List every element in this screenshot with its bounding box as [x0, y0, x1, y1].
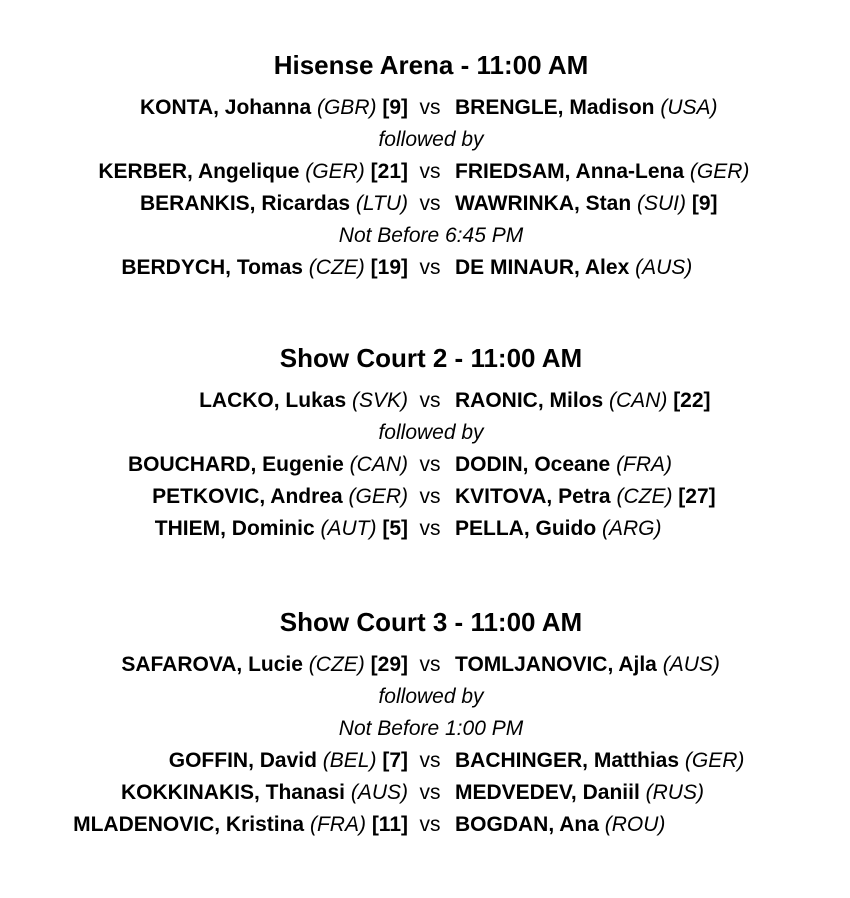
player-two-country: (CZE) [616, 485, 673, 508]
player-two-seed: [9] [691, 192, 718, 215]
player-two-country: (ROU) [604, 813, 666, 836]
player-two [455, 777, 704, 809]
player-one [128, 449, 408, 481]
match-row [0, 513, 850, 545]
player-one [98, 156, 408, 188]
player-two-name: PELLA, Guido [455, 517, 597, 540]
player-one [140, 188, 408, 220]
player-one-country: (GER) [348, 485, 408, 508]
player-one-name: GOFFIN, David [168, 749, 317, 772]
player-one [121, 649, 408, 681]
player-two [455, 156, 749, 188]
schedule-note: followed by [378, 128, 484, 151]
player-two-country: (SUI) [637, 192, 687, 215]
match-row [0, 449, 850, 481]
player-one-seed: [5] [382, 517, 408, 540]
vs-label: vs [419, 453, 441, 476]
player-two [455, 385, 711, 417]
player-two-name: BOGDAN, Ana [455, 813, 599, 836]
match-row [0, 156, 850, 188]
match-row [0, 385, 850, 417]
vs-label: vs [419, 813, 441, 836]
player-one-name: SAFAROVA, Lucie [121, 653, 303, 676]
vs-label: vs [419, 517, 441, 540]
player-one [121, 777, 408, 809]
match-row [0, 649, 850, 681]
player-two-country: (GER) [684, 749, 745, 772]
player-two-country: (FRA) [616, 453, 673, 476]
player-one-name: KOKKINAKIS, Thanasi [120, 781, 345, 804]
match-row [0, 745, 850, 777]
player-two-name: FRIEDSAM, Anna-Lena [455, 160, 685, 183]
match-row [0, 777, 850, 809]
player-one-country: (GER) [305, 160, 365, 183]
player-two [455, 92, 718, 124]
player-one-country: (CZE) [308, 256, 365, 279]
player-one-name: BERANKIS, Ricardas [139, 192, 351, 215]
player-two [455, 513, 662, 545]
vs-label: vs [419, 653, 441, 676]
player-two-name: RAONIC, Milos [455, 389, 604, 412]
player-one-country: (GBR) [316, 96, 377, 119]
player-one-country: (AUS) [350, 781, 408, 804]
player-one-country: (FRA) [309, 813, 366, 836]
schedule-note: followed by [378, 421, 484, 444]
player-two-name: MEDVEDEV, Daniil [455, 781, 640, 804]
player-one-name: MLADENOVIC, Kristina [73, 813, 305, 836]
schedule-note: Not Before 6:45 PM [338, 224, 524, 247]
player-two [455, 188, 718, 220]
player-one-name: BOUCHARD, Eugenie [127, 453, 344, 476]
vs-label: vs [419, 160, 441, 183]
player-one-country: (SVK) [351, 389, 408, 412]
schedule-note: followed by [378, 685, 484, 708]
player-two-country: (AUS) [635, 256, 693, 279]
match-row [0, 809, 850, 841]
player-one-country: (BEL) [322, 749, 377, 772]
vs-label: vs [419, 96, 441, 119]
vs-label: vs [419, 781, 441, 804]
player-one-country: (CZE) [308, 653, 365, 676]
match-row [0, 252, 850, 284]
player-one [152, 481, 408, 513]
player-two-country: (RUS) [645, 781, 704, 804]
player-one-name: PETKOVIC, Andrea [152, 485, 343, 508]
match-row [0, 92, 850, 124]
player-two [455, 449, 672, 481]
player-two [455, 252, 692, 284]
player-one [169, 745, 408, 777]
player-two-name: BRENGLE, Madison [455, 96, 655, 119]
schedule-note: Not Before 1:00 PM [338, 717, 524, 740]
player-one [73, 809, 408, 841]
player-two [455, 809, 665, 841]
match-row [0, 188, 850, 220]
player-one-name: KONTA, Johanna [140, 96, 312, 119]
vs-label: vs [419, 485, 441, 508]
player-two-country: (AUS) [662, 653, 720, 676]
player-two [455, 481, 716, 513]
player-two-name: WAWRINKA, Stan [455, 192, 632, 215]
player-two-name: KVITOVA, Petra [455, 485, 611, 508]
player-one-name: THIEM, Dominic [154, 517, 315, 540]
player-two-name: DE MINAUR, Alex [455, 256, 630, 279]
vs-label: vs [419, 749, 441, 772]
player-one-seed: [9] [382, 96, 408, 119]
player-one-seed: [19] [370, 256, 408, 279]
player-one-country: (CAN) [349, 453, 408, 476]
vs-label: vs [419, 389, 441, 412]
player-one [199, 385, 408, 417]
player-two-country: (CAN) [609, 389, 668, 412]
player-two-seed: [27] [678, 485, 716, 508]
player-one-seed: [7] [382, 749, 408, 772]
court-title: Show Court 2 - 11:00 AM [279, 343, 583, 373]
vs-label: vs [419, 256, 441, 279]
match-row [0, 481, 850, 513]
player-one-seed: [29] [370, 653, 408, 676]
court-title: Show Court 3 - 11:00 AM [279, 607, 583, 637]
player-one-name: KERBER, Angelique [98, 160, 300, 183]
player-two-name: BACHINGER, Matthias [455, 749, 680, 772]
player-one [121, 252, 408, 284]
player-two [455, 649, 720, 681]
player-two-country: (GER) [689, 160, 750, 183]
player-one-seed: [21] [370, 160, 408, 183]
player-two-country: (ARG) [602, 517, 662, 540]
court-title: Hisense Arena - 11:00 AM [273, 50, 589, 80]
player-one-seed: [11] [371, 813, 408, 836]
player-two-name: DODIN, Oceane [455, 453, 611, 476]
player-one [140, 92, 408, 124]
player-two-country: (USA) [660, 96, 718, 119]
player-one-name: LACKO, Lukas [199, 389, 347, 412]
vs-label: vs [419, 192, 441, 215]
player-two [455, 745, 744, 777]
player-one-country: (LTU) [355, 192, 408, 215]
player-one [155, 513, 408, 545]
player-two-seed: [22] [673, 389, 711, 412]
player-two-name: TOMLJANOVIC, Ajla [455, 653, 657, 676]
player-one-country: (AUT) [320, 517, 377, 540]
player-one-name: BERDYCH, Tomas [121, 256, 303, 279]
